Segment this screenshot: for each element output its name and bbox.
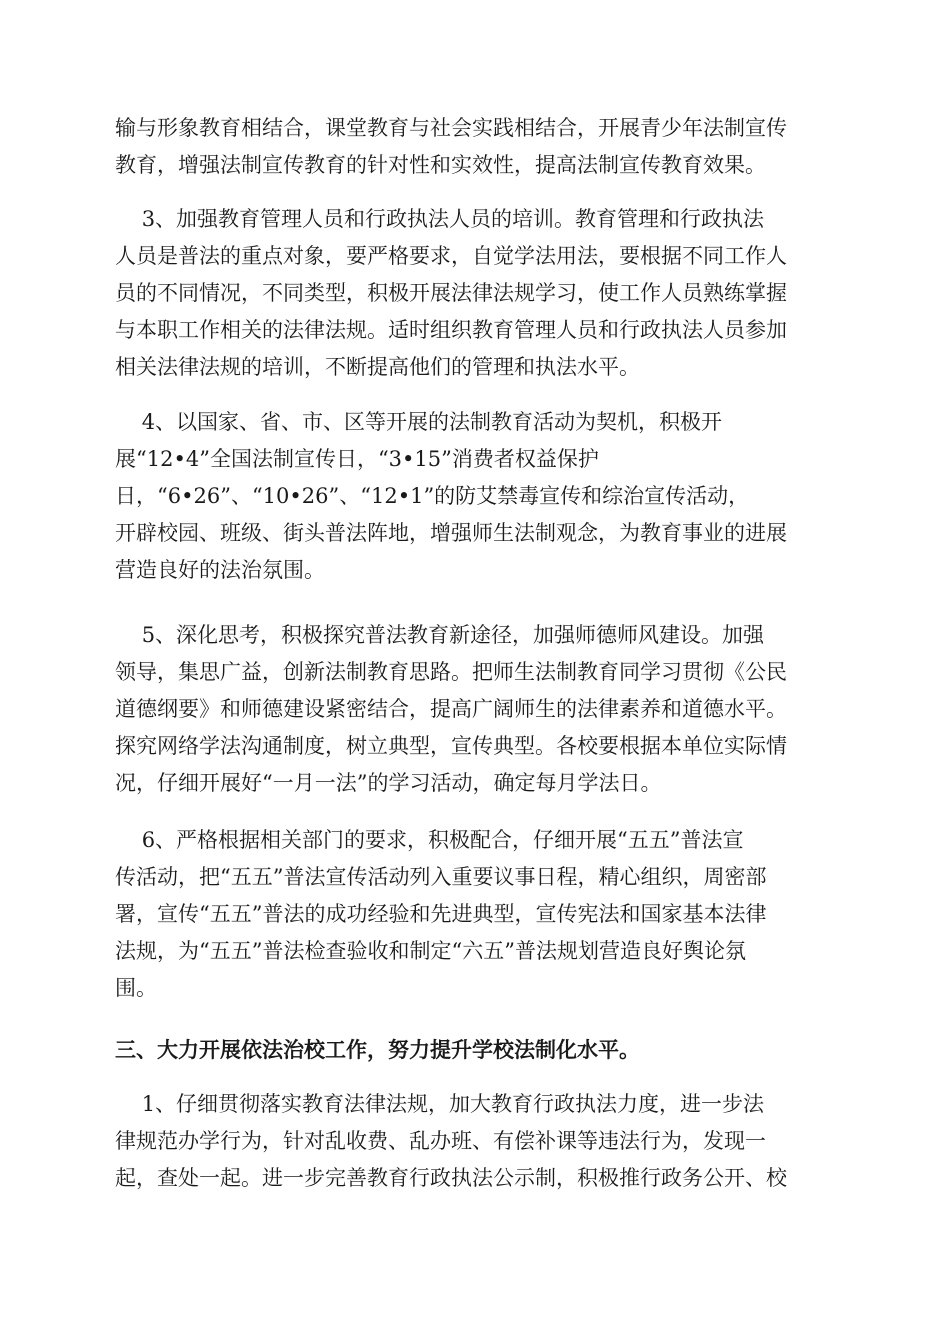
heading-line: 三、大力开展依法治校工作，努力提升学校法制化水平。 — [115, 1038, 640, 1062]
paragraph-continuation — [115, 110, 835, 184]
text-line: 署，宣传“五五”普法的成功经验和先进典型，宣传宪法和国家基本法律 — [115, 902, 767, 926]
paragraph-item-5 — [115, 617, 835, 802]
text-line: 况，仔细开展好“一月一法”的学习活动，确定每月学法日。 — [115, 771, 662, 795]
paragraph-item-1 — [115, 1086, 835, 1197]
text-line: 开辟校园、班级、街头普法阵地，增强师生法制观念，为教育事业的进展 — [115, 521, 787, 545]
section-heading — [115, 1032, 835, 1069]
text-line: 与本职工作相关的法律法规。适时组织教育管理人员和行政执法人员参加 — [115, 318, 787, 342]
paragraph-item-6 — [115, 822, 835, 1007]
text-line: 员的不同情况，不同类型，积极开展法律法规学习，使工作人员熟练掌握 — [115, 281, 787, 305]
text-line: 教育，增强法制宣传教育的针对性和实效性，提高法制宣传教育效果。 — [115, 153, 766, 177]
text-line: 围。 — [115, 976, 157, 1000]
text-line: 展“12•4”全国法制宣传日，“3•15”消费者权益保护 — [115, 447, 599, 471]
text-line: 相关法律法规的培训，不断提高他们的管理和执法水平。 — [115, 355, 640, 379]
text-line: 3、加强教育管理人员和行政执法人员的培训。教育管理和行政执法 — [115, 207, 765, 231]
paragraph-item-4 — [115, 404, 835, 589]
text-line: 人员是普法的重点对象，要严格要求，自觉学法用法，要根据不同工作人 — [115, 244, 787, 268]
paragraph-item-3 — [115, 201, 835, 386]
text-line: 1、仔细贯彻落实教育法律法规，加大教育行政执法力度，进一步法 — [115, 1092, 765, 1116]
text-line: 探究网络学法沟通制度，树立典型，宣传典型。各校要根据本单位实际情 — [115, 734, 787, 758]
text-line: 道德纲要》和师德建设紧密结合，提高广阔师生的法律素养和道德水平。 — [115, 697, 787, 721]
text-line: 输与形象教育相结合，课堂教育与社会实践相结合，开展青少年法制宣传 — [115, 116, 787, 140]
text-line: 日，“6•26”、“10•26”、“12•1”的防艾禁毒宣传和综治宣传活动， — [115, 484, 750, 508]
text-line: 律规范办学行为，针对乱收费、乱办班、有偿补课等违法行为，发现一 — [115, 1129, 766, 1153]
text-line: 法规，为“五五”普法检查验收和制定“六五”普法规划营造良好舆论氛 — [115, 939, 746, 963]
text-line: 4、以国家、省、市、区等开展的法制教育活动为契机，积极开 — [115, 410, 723, 434]
text-line: 传活动，把“五五”普法宣传活动列入重要议事日程，精心组织，周密部 — [115, 865, 767, 889]
text-line: 领导，集思广益，创新法制教育思路。把师生法制教育同学习贯彻《公民 — [115, 660, 787, 684]
text-line: 起，查处一起。进一步完善教育行政执法公示制，积极推行政务公开、校 — [115, 1166, 787, 1190]
text-line: 6、严格根据相关部门的要求，积极配合，仔细开展“五五”普法宣 — [115, 828, 744, 852]
text-line: 营造良好的法治氛围。 — [115, 558, 325, 582]
text-line: 5、深化思考，积极探究普法教育新途径，加强师德师风建设。加强 — [115, 623, 765, 647]
